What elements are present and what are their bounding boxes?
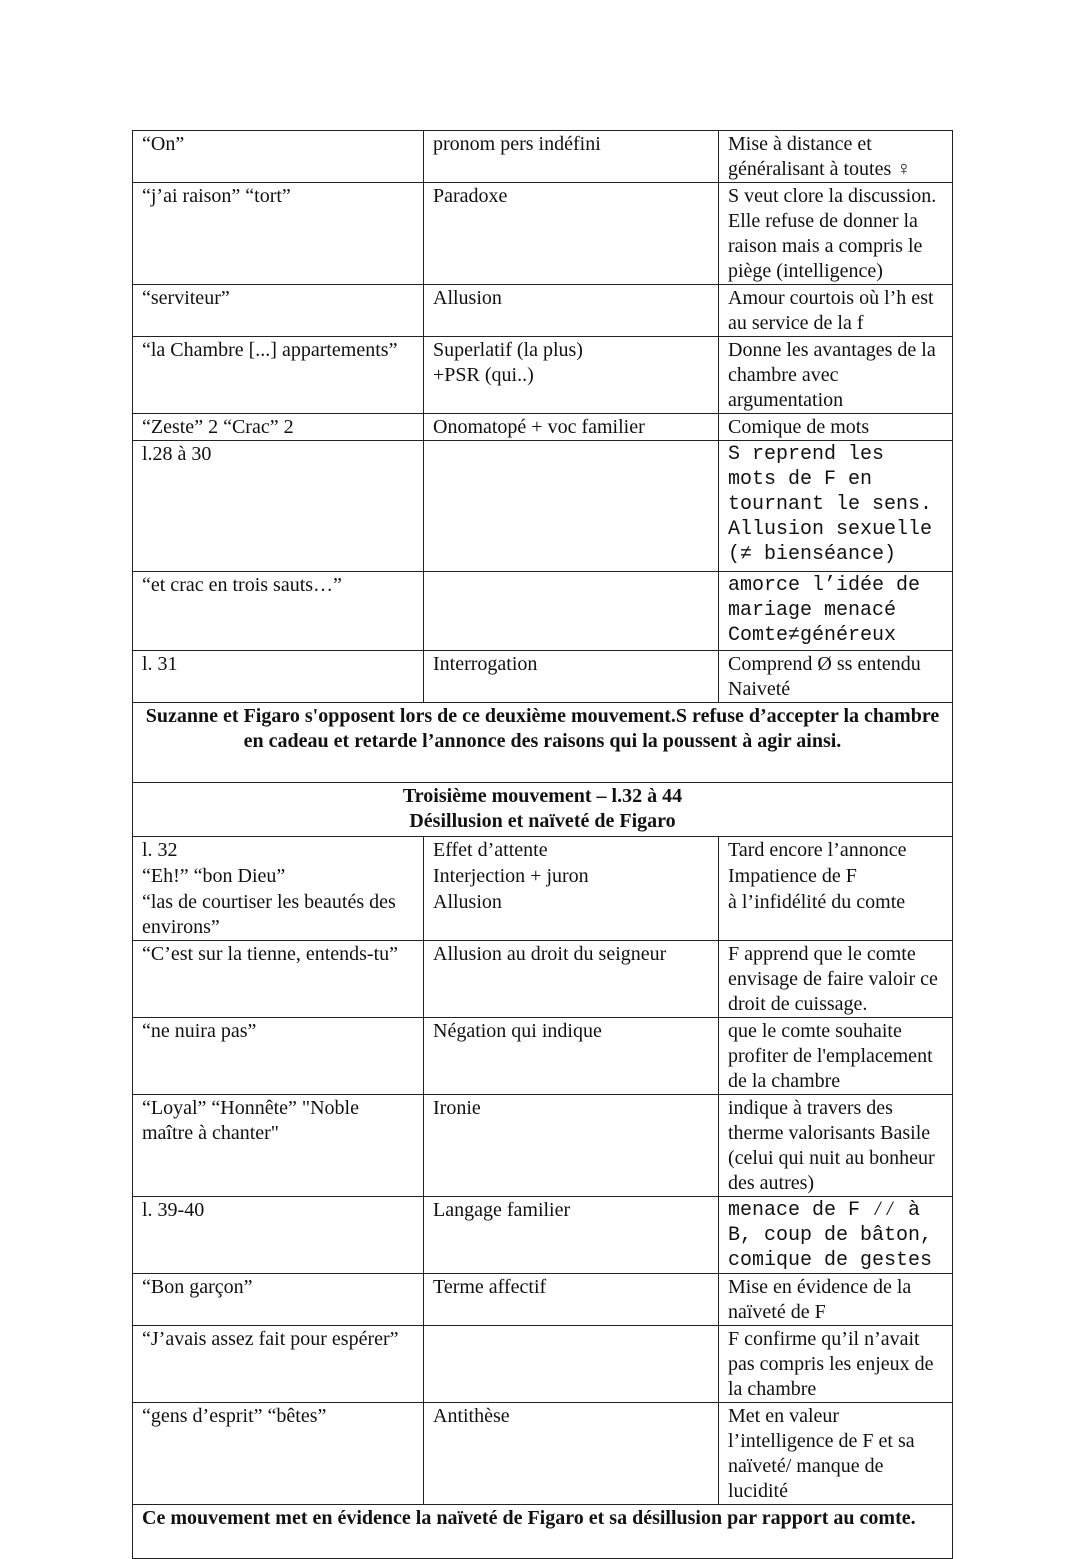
table-row: [133, 1095, 953, 1197]
table-row: [133, 941, 953, 1018]
device-cell: [424, 572, 719, 651]
quote-cell: “las de courtiser les beautés des environs”: [133, 889, 424, 941]
effect-cell: F confirme qu’il n’avait pas compris les enjeux de la chambre: [719, 1326, 953, 1403]
effect-cell: menace de F ⁄⁄ à B, coup de bâton, comique de gestes: [719, 1197, 953, 1274]
quote-cell: “J’avais assez fait pour espérer”: [133, 1326, 424, 1403]
effect-cell: [719, 651, 953, 703]
device-cell: Négation qui indique: [424, 1018, 719, 1095]
effect-cell: Amour courtois où l’h est au service de la f: [719, 285, 953, 337]
quote-cell: “Bon garçon”: [133, 1274, 424, 1326]
quote-cell: “gens d’esprit” “bêtes”: [133, 1403, 424, 1505]
quote-cell: “C’est sur la tienne, entends-tu”: [133, 941, 424, 1018]
table-row: [133, 889, 953, 941]
table-row: [133, 1274, 953, 1326]
device-line: +PSR (qui..): [433, 364, 534, 386]
device-cell: Allusion: [424, 889, 719, 941]
device-cell: Paradoxe: [424, 183, 719, 285]
device-cell: pronom pers indéfini: [424, 131, 719, 183]
device-cell: Interjection + juron: [424, 863, 719, 889]
device-cell: Antithèse: [424, 1403, 719, 1505]
table-row: [133, 1326, 953, 1403]
effect-cell: Mise à distance et généralisant à toutes ♀: [719, 131, 953, 183]
analysis-table: [132, 130, 953, 1559]
table-row: [133, 1197, 953, 1274]
quote-cell: l. 31: [133, 651, 424, 703]
effect-cell: indique à travers des therme valorisants Basile (celui qui nuit au bonheur des autres): [719, 1095, 953, 1197]
effect-cell: Met en valeur l’intelligence de F et sa naïveté/ manque de lucidité: [719, 1403, 953, 1505]
movement-summary: Ce mouvement met en évidence la naïveté de Figaro et sa désillusion par rapport au comte.: [133, 1505, 953, 1559]
effect-cell: à l’infidélité du comte: [719, 889, 953, 941]
effect-cell: amorce l’idée de mariage menacé Comte≠généreux: [719, 572, 953, 651]
effect-cell: Donne les avantages de la chambre avec argumentation: [719, 337, 953, 414]
table-row: [133, 1018, 953, 1095]
quote-cell: l. 39-40: [133, 1197, 424, 1274]
effect-cell: Impatience de F: [719, 863, 953, 889]
effect-cell: Mise en évidence de la naïveté de F: [719, 1274, 953, 1326]
quote-cell: “j’ai raison” “tort”: [133, 183, 424, 285]
quote-cell: “On”: [133, 131, 424, 183]
device-line: Superlatif (la plus): [433, 339, 583, 361]
device-cell: Onomatopé + voc familier: [424, 414, 719, 441]
summary-row: [133, 703, 953, 783]
quote-cell: “et crac en trois sauts…”: [133, 572, 424, 651]
table-row: [133, 131, 953, 183]
table-row: [133, 441, 953, 572]
heading-row: [133, 783, 953, 837]
table-row: [133, 572, 953, 651]
device-cell: Langage familier: [424, 1197, 719, 1274]
device-cell: Allusion au droit du seigneur: [424, 941, 719, 1018]
section-heading: [133, 783, 953, 837]
device-cell: Interrogation: [424, 651, 719, 703]
effect-cell: que le comte souhaite profiter de l'emplacement de la chambre: [719, 1018, 953, 1095]
effect-cell: Tard encore l’annonce: [719, 837, 953, 864]
quote-cell: l.28 à 30: [133, 441, 424, 572]
device-cell: Effet d’attente: [424, 837, 719, 864]
table-row: [133, 837, 953, 864]
quote-cell: “Eh!” “bon Dieu”: [133, 863, 424, 889]
table-row: [133, 1403, 953, 1505]
table-row: [133, 651, 953, 703]
effect-cell: S veut clore la discussion. Elle refuse de donner la raison mais a compris le piège (intelligence): [719, 183, 953, 285]
quote-cell: “Loyal” “Honnête” "Noble maître à chanter": [133, 1095, 424, 1197]
effect-line: Naiveté: [728, 678, 791, 700]
device-cell: Ironie: [424, 1095, 719, 1197]
table-row: [133, 285, 953, 337]
movement-summary: Suzanne et Figaro s'opposent lors de ce deuxième mouvement.S refuse d’accepter la chambre en cadeau et retarde l’annonce des raisons qui la poussent à agir ainsi.: [133, 703, 953, 783]
table-row: [133, 337, 953, 414]
table-row: [133, 183, 953, 285]
quote-cell: “serviteur”: [133, 285, 424, 337]
table-row: [133, 414, 953, 441]
quote-cell: l. 32: [133, 837, 424, 864]
device-cell: [424, 337, 719, 414]
effect-cell: F apprend que le comte envisage de faire valoir ce droit de cuissage.: [719, 941, 953, 1018]
effect-line: Comprend Ø ss entendu: [728, 653, 921, 675]
quote-cell: “ne nuira pas”: [133, 1018, 424, 1095]
table-row: [133, 863, 953, 889]
heading-line: Troisième mouvement – l.32 à 44: [402, 785, 683, 807]
device-cell: Allusion: [424, 285, 719, 337]
quote-cell: “Zeste” 2 “Crac” 2: [133, 414, 424, 441]
effect-cell: Comique de mots: [719, 414, 953, 441]
device-cell: Terme affectif: [424, 1274, 719, 1326]
effect-cell: S reprend les mots de F en tournant le sens. Allusion sexuelle (≠ bienséance): [719, 441, 953, 572]
heading-line: Désillusion et naïveté de Figaro: [409, 810, 676, 832]
device-cell: [424, 441, 719, 572]
quote-cell: “la Chambre [...] appartements”: [133, 337, 424, 414]
device-cell: [424, 1326, 719, 1403]
summary-row: [133, 1505, 953, 1559]
